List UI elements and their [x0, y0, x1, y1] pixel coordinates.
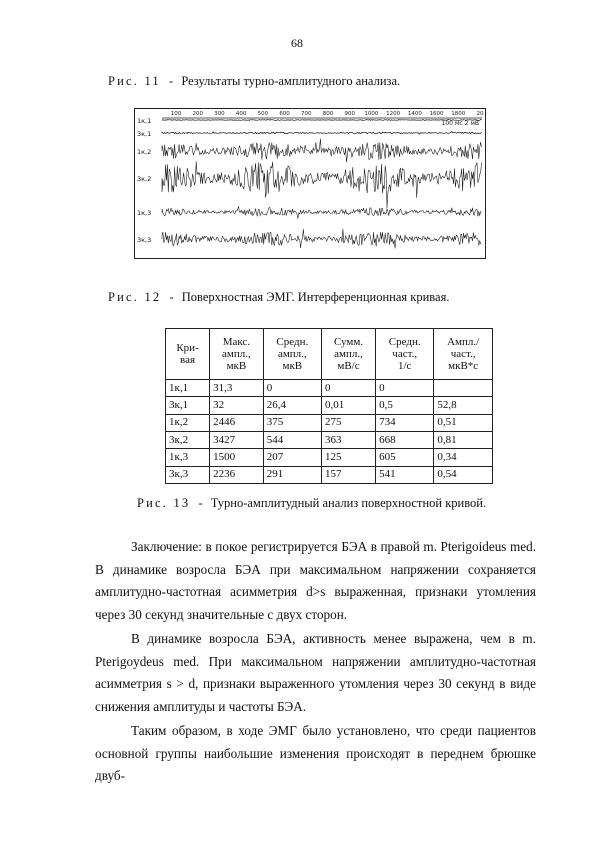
channel-label: 1к,2 [137, 148, 152, 156]
table-cell: 1500 [210, 449, 264, 466]
scale-note: 100 мс 2 мВ [441, 120, 479, 127]
figure-11-caption [108, 74, 400, 89]
table-cell: 734 [376, 414, 434, 431]
table-cell: 31,3 [210, 380, 264, 397]
time-tick-label: 1200 [386, 111, 401, 117]
table-cell: 541 [376, 466, 434, 483]
figure-11-title: Результаты турно-амплитудного анализа. [181, 74, 401, 88]
time-tick-label: 700 [301, 111, 312, 117]
emg-trace [162, 206, 482, 219]
channel-label: 3к,2 [137, 175, 152, 183]
time-tick-label: 1400 [407, 111, 422, 117]
paragraph-summary: Таким образом, в ходе ЭМГ было установлено, что среди пациентов основной группы наибольшие изменения происходят в переднем брюшке двуб- [95, 723, 536, 784]
channel-label: 1к,1 [137, 117, 152, 125]
table-header-cell: Средн. ампл., мкВ [263, 329, 321, 380]
table-cell: 0,51 [434, 414, 493, 431]
table-cell: 363 [321, 431, 375, 448]
table-cell: 125 [321, 449, 375, 466]
table-row [166, 449, 493, 466]
time-tick-label: 400 [235, 111, 247, 117]
table-cell: 3к,3 [166, 466, 210, 483]
plot-frame [135, 109, 486, 259]
table-body [166, 380, 493, 484]
table-cell: 1к,1 [166, 380, 210, 397]
table-row [166, 431, 493, 448]
time-tick-label: 1000 [364, 111, 379, 117]
table-row [166, 414, 493, 431]
time-tick-label: 600 [279, 111, 290, 117]
table-header-cell: Ампл./ част., мкВ*с [434, 329, 493, 380]
emg-plot [134, 108, 486, 259]
table-cell: 0 [321, 380, 375, 397]
time-tick-label: 300 [214, 111, 225, 117]
table-cell: 157 [321, 466, 375, 483]
time-tick-label: 200 [192, 111, 203, 117]
time-tick-label: 1600 [429, 111, 444, 117]
table-cell: 52,8 [434, 397, 493, 414]
emg-trace [162, 161, 482, 208]
table-cell: 3427 [210, 431, 264, 448]
figure-12-caption [108, 290, 449, 305]
table-header-cell: Макс. ампл., мкВ [210, 329, 264, 380]
time-tick-label: 20 [476, 111, 484, 117]
emg-trace [162, 119, 482, 120]
table-header-cell: Средн. част., 1/с [376, 329, 434, 380]
table-cell: 0 [263, 380, 321, 397]
figure-12-dash: - [169, 290, 174, 304]
figure-12-label: Рис. 12 [108, 290, 162, 304]
channel-label: 3к,3 [137, 236, 152, 244]
table-cell: 275 [321, 414, 375, 431]
emg-trace [162, 229, 482, 249]
table-cell: 3к,2 [166, 431, 210, 448]
table-cell: 2236 [210, 466, 264, 483]
channel-label: 1к,3 [137, 209, 152, 217]
table-cell: 0 [376, 380, 434, 397]
table-cell: 0,81 [434, 431, 493, 448]
paragraph-dynamics: В динамике возросла БЭА, активность менее выражена, чем в m. Pterigoydeus med. При максимальном напряжении амплитудно-частотная асимметрия s > d, признаки выраженного утомления через 30 секунд в виде снижения амплитуды и частоты БЭА. [95, 631, 536, 714]
table-cell [434, 380, 493, 397]
table-cell: 0,01 [321, 397, 375, 414]
table-header-cell: Сумм. ампл., мВ/с [321, 329, 375, 380]
table-cell: 0,54 [434, 466, 493, 483]
table-row [166, 397, 493, 414]
table-cell: 2446 [210, 414, 264, 431]
figure-13-title: Турно-амплитудный анализ поверхностной кривой. [210, 496, 487, 510]
figure-11-label: Рис. 11 [108, 74, 161, 88]
table-cell: 291 [263, 466, 321, 483]
time-tick-label: 500 [257, 111, 269, 117]
table-cell: 605 [376, 449, 434, 466]
table-cell: 1к,2 [166, 414, 210, 431]
table-cell: 544 [263, 431, 321, 448]
emg-trace [162, 132, 482, 135]
table-cell: 3к,1 [166, 397, 210, 414]
table-cell: 375 [263, 414, 321, 431]
time-tick-label: 1800 [451, 111, 466, 117]
page-number: 68 [291, 36, 303, 50]
paragraph-conclusion: Заключение: в покое регистрируется БЭА в правой m. Pterigoideus med. В динамике возросла БЭА при максимальном напряжении сохраняется амплитудно-частотная асимметрия d>s выраженная, признаки утомления через 30 секунд значительные с двух сторон. [95, 539, 536, 622]
time-tick-label: 100 [170, 111, 182, 117]
table-cell: 26,4 [263, 397, 321, 414]
figure-13-caption [137, 496, 486, 511]
turn-amplitude-table [165, 328, 493, 484]
figure-11-dash: - [169, 74, 174, 88]
table-header-row [166, 329, 493, 380]
channel-label: 3к,1 [137, 130, 152, 138]
table-cell: 207 [263, 449, 321, 466]
table-header-cell: Кри- вая [166, 329, 210, 380]
time-tick-label: 900 [344, 111, 355, 117]
table-cell: 0,34 [434, 449, 493, 466]
table-row [166, 466, 493, 483]
time-tick-label: 800 [322, 111, 334, 117]
emg-trace [162, 139, 482, 163]
table-cell: 32 [210, 397, 264, 414]
figure-13-label: Рис. 13 [137, 496, 191, 510]
table-cell: 1к,3 [166, 449, 210, 466]
figure-13-dash: - [198, 496, 203, 510]
figure-12-title: Поверхностная ЭМГ. Интерференционная кривая. [181, 290, 450, 304]
table-cell: 0,5 [376, 397, 434, 414]
table-cell: 668 [376, 431, 434, 448]
table-row [166, 380, 493, 397]
